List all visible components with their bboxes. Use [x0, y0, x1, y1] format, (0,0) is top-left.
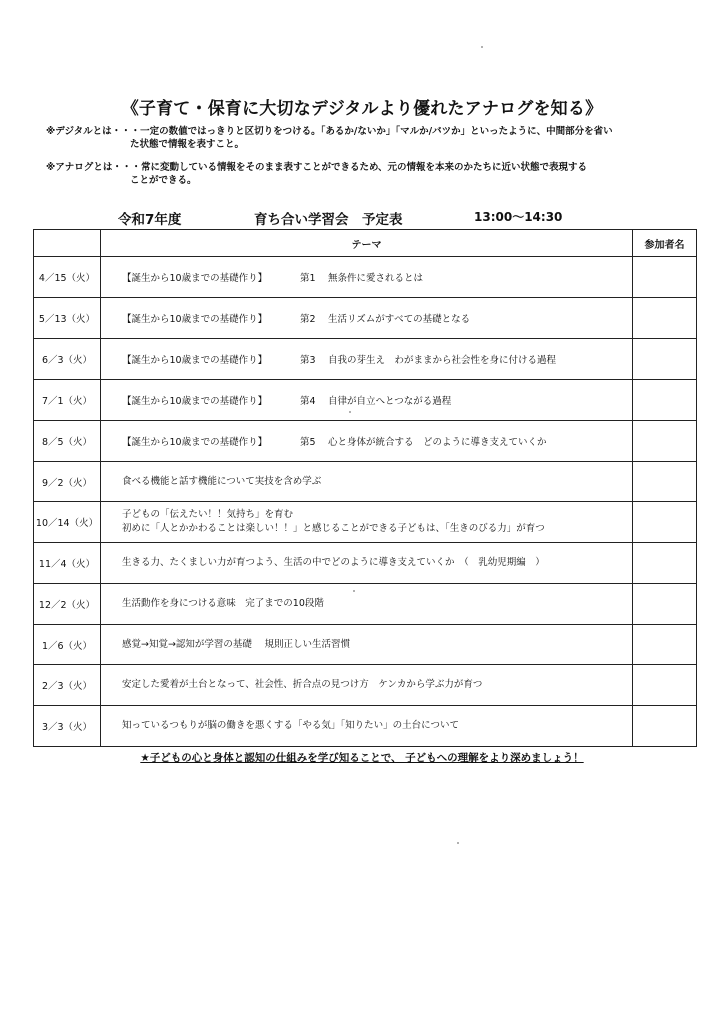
table-row — [34, 380, 697, 421]
attendee-cell — [633, 543, 697, 584]
session-date: 12／2（火） — [34, 584, 101, 625]
attendee-cell — [633, 502, 697, 543]
session-date: 7／1（火） — [34, 380, 101, 421]
session-theme — [101, 298, 633, 339]
session-date: 11／4（火） — [34, 543, 101, 584]
course-name: 【誕生から10歳までの基礎作り】 — [122, 355, 268, 366]
session-theme — [101, 421, 633, 462]
header-date-cell — [34, 230, 101, 257]
page-title: 《子育て・保育に大切なデジタルより優れたアナログを知る》 — [121, 99, 603, 119]
session-theme — [101, 706, 633, 747]
note-key: ※アナログとは・・・ — [46, 162, 141, 173]
session-theme — [101, 257, 633, 298]
table-row — [34, 339, 697, 380]
theme-text: 心と身体が統合する どのように導き支えていくか — [328, 437, 547, 448]
scan-speck — [353, 590, 355, 592]
scan-speck — [349, 411, 351, 413]
theme-text: 生きる力、たくましい力が育つよう、生活の中でどのように導き支えていくか （ 乳幼児期編 ） — [122, 557, 545, 568]
lecture-number: 第5 — [300, 437, 316, 448]
table-header-row — [34, 230, 697, 257]
session-date: 5／13（火） — [34, 298, 101, 339]
scan-speck — [457, 842, 459, 844]
session-theme — [101, 339, 633, 380]
theme-text-line2: 初めに「人とかかわることは楽しい！！」と感じることができる子どもは、「生きのびる力」が育つ — [122, 523, 545, 534]
lecture-number: 第4 — [300, 396, 316, 407]
session-theme — [101, 584, 633, 625]
session-date: 6／3（火） — [34, 339, 101, 380]
scan-speck — [481, 46, 483, 48]
theme-text: 生活リズムがすべての基礎となる — [328, 314, 471, 325]
theme-text: 子どもの「伝えたい！！気持ち」を育む — [122, 509, 294, 520]
note-text: 一定の数値ではっきりと区切りをつける。「あるか/ないか」「マルか/バツか」といったように、中間部分を省い — [140, 126, 613, 137]
session-date: 10／14（火） — [34, 502, 101, 543]
attendee-cell — [633, 257, 697, 298]
note-key: ※デジタルとは・・・ — [46, 126, 141, 137]
table-row — [34, 584, 697, 625]
analog-definition-note — [46, 161, 656, 187]
attendee-cell — [633, 625, 697, 665]
note-text-continued: た状態で情報を表すこと。 — [130, 139, 245, 150]
session-date: 9／2（火） — [34, 462, 101, 502]
session-date: 2／3（火） — [34, 665, 101, 706]
header-theme: テーマ — [101, 230, 633, 257]
lecture-number: 第3 — [300, 355, 316, 366]
table-row — [34, 421, 697, 462]
theme-text: 食べる機能と話す機能について実技を含め学ぶ — [122, 475, 322, 487]
attendee-cell — [633, 421, 697, 462]
attendee-cell — [633, 706, 697, 747]
theme-text: 無条件に愛されるとは — [328, 273, 424, 284]
attendee-cell — [633, 380, 697, 421]
session-theme — [101, 462, 633, 502]
table-row — [34, 543, 697, 584]
table-row — [34, 502, 697, 543]
session-theme — [101, 665, 633, 706]
attendee-cell — [633, 339, 697, 380]
schedule-heading — [0, 208, 724, 230]
fiscal-year: 令和7年度 — [118, 212, 182, 228]
session-date: 1／6（火） — [34, 625, 101, 665]
course-name: 【誕生から10歳までの基礎作り】 — [122, 314, 268, 325]
note-text-continued: ことができる。 — [130, 175, 197, 186]
attendee-cell — [633, 462, 697, 502]
theme-text: 安定した愛着が土台となって、社会性、折合点の見つけ方 ケンカから学ぶ力が育つ — [122, 679, 483, 690]
lecture-number: 第2 — [300, 314, 316, 325]
table-row — [34, 462, 697, 502]
theme-text: 生活動作を身につける意味 完了までの10段階 — [122, 598, 324, 609]
session-date: 4／15（火） — [34, 257, 101, 298]
note-text: 常に変動している情報をそのまま表すことができるため、元の情報を本来のかたちに近い状態で表現する — [140, 162, 588, 173]
lecture-number: 第1 — [300, 273, 316, 284]
table-row — [34, 706, 697, 747]
session-date: 8／5（火） — [34, 421, 101, 462]
header-attendees: 参加者名 — [633, 230, 697, 257]
theme-text: 自律が自立へとつながる過程 — [328, 396, 452, 407]
theme-text: 感覚→知覚→認知が学習の基礎 規則正しい生活習慣 — [122, 638, 350, 650]
attendee-cell — [633, 665, 697, 706]
session-theme — [101, 380, 633, 421]
course-name: 【誕生から10歳までの基礎作り】 — [122, 396, 268, 407]
theme-text: 知っているつもりが脳の働きを悪くする「やる気」「知りたい」の土台について — [122, 720, 459, 731]
table-row — [34, 625, 697, 665]
theme-text: 自我の芽生え わがままから社会性を身に付ける過程 — [328, 355, 557, 366]
schedule-name: 育ち合い学習会 予定表 — [254, 212, 403, 228]
digital-definition-note — [46, 125, 656, 151]
course-name: 【誕生から10歳までの基礎作り】 — [122, 437, 268, 448]
session-theme — [101, 502, 633, 543]
session-date: 3／3（火） — [34, 706, 101, 747]
session-theme — [101, 625, 633, 665]
table-row — [34, 257, 697, 298]
session-time: 13:00～14:30 — [474, 210, 563, 224]
table-row — [34, 665, 697, 706]
session-theme — [101, 543, 633, 584]
course-name: 【誕生から10歳までの基礎作り】 — [122, 273, 268, 284]
table-row — [34, 298, 697, 339]
attendee-cell — [633, 298, 697, 339]
attendee-cell — [633, 584, 697, 625]
closing-message: ★子どもの心と身体と認知の仕組みを学び知ることで、 子どもへの理解をより深めましょう！ — [140, 752, 584, 764]
schedule-table — [33, 229, 697, 747]
